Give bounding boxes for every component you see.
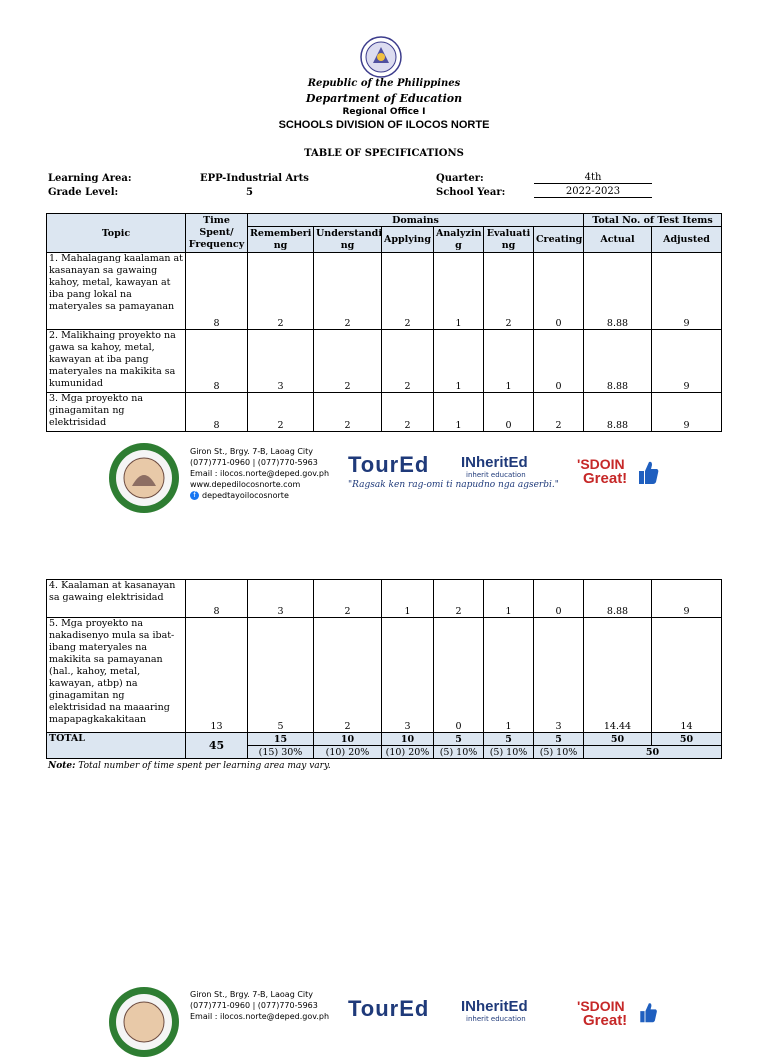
domain-cell: 1 — [434, 253, 484, 330]
percent-total: 50 — [584, 746, 722, 759]
topic-cell: 3. Mga proyekto na ginagamitan ng elektrisidad — [47, 393, 186, 432]
inherited-logo: INheritEd — [461, 454, 528, 471]
adjusted-cell: 14 — [652, 618, 722, 733]
quarter-label: Quarter: — [436, 173, 484, 184]
regional-office: Regional Office I — [342, 107, 426, 117]
domain-cell: 1 — [434, 393, 484, 432]
total-items-header: Total No. of Test Items — [584, 214, 722, 227]
actual-cell: 14.44 — [584, 618, 652, 733]
footer-website[interactable]: www.depedilocosnorte.com — [190, 480, 301, 489]
domain-remembering: Rememberi ng — [248, 227, 314, 253]
time-cell: 8 — [186, 580, 248, 618]
sdoin-logo: 'SDOIN — [577, 456, 625, 472]
domain-cell: 0 — [434, 618, 484, 733]
topic-cell: 5. Mga proyekto na nakadisenyo mula sa ibat-ibang materyales na makikita sa pamayanan (hal., kahoy, metal, kawayan, atbp) na ginagamitan ng elektrisidad na maaaring mapapagkakakitaan — [47, 618, 186, 733]
sdoin-logo: 'SDOIN — [577, 998, 625, 1014]
total-row — [47, 733, 722, 746]
republic-line: Republic of the Philippines — [307, 78, 461, 89]
thumbs-up-icon — [636, 458, 660, 486]
table-row — [47, 330, 722, 393]
inherited-logo: INheritEd — [461, 998, 528, 1015]
domain-cell: 2 — [382, 393, 434, 432]
division-seal — [108, 442, 180, 514]
actual-cell: 8.88 — [584, 393, 652, 432]
domain-cell: 2 — [314, 580, 382, 618]
adjusted-header: Adjusted — [652, 227, 722, 253]
footer-facebook[interactable]: depedtayoilocosnorte — [202, 491, 289, 500]
time-cell: 8 — [186, 330, 248, 393]
percent-cell: (5) 10% — [534, 746, 584, 759]
percent-cell: (15) 30% — [248, 746, 314, 759]
actual-cell: 8.88 — [584, 330, 652, 393]
total-adjusted: 50 — [652, 733, 722, 746]
total-domain: 15 — [248, 733, 314, 746]
domain-cell: 3 — [248, 580, 314, 618]
domain-cell: 2 — [382, 330, 434, 393]
footer-contact-2 — [190, 989, 329, 1022]
adjusted-cell: 9 — [652, 580, 722, 618]
footer-phone: (077)771-0960 | (077)770-5963 — [190, 1001, 318, 1010]
total-domain: 10 — [382, 733, 434, 746]
note — [48, 761, 331, 771]
domain-cell: 1 — [382, 580, 434, 618]
table-row — [47, 393, 722, 432]
footer-address: Giron St., Brgy. 7-B, Laoag City — [190, 990, 314, 999]
time-header: Time Spent/ Frequency — [186, 214, 248, 253]
document-title: TABLE OF SPECIFICATIONS — [304, 148, 464, 159]
school-year-value: 2022-2023 — [534, 186, 652, 198]
deped-seal — [360, 36, 402, 78]
school-year-label: School Year: — [436, 187, 506, 198]
footer-phone: (077)771-0960 | (077)770-5963 — [190, 458, 318, 467]
thumbs-up-icon — [636, 1000, 660, 1024]
actual-cell: 8.88 — [584, 253, 652, 330]
domains-header: Domains — [248, 214, 584, 227]
domain-cell: 1 — [484, 330, 534, 393]
domain-cell: 2 — [248, 393, 314, 432]
footer-slogan: "Ragsak ken rag-omi ti napudno nga agserbi." — [348, 480, 559, 490]
domain-cell: 2 — [382, 253, 434, 330]
percent-cell: (5) 10% — [434, 746, 484, 759]
domain-cell: 3 — [248, 330, 314, 393]
domain-cell: 1 — [484, 580, 534, 618]
note-text: Total number of time spent per learning area may vary. — [75, 761, 331, 771]
adjusted-cell: 9 — [652, 393, 722, 432]
domain-creating: Creating — [534, 227, 584, 253]
topic-cell: 1. Mahalagang kaalaman at kasanayan sa gawaing kahoy, metal, kawayan at iba pang lokal na materyales sa pamayanan — [47, 253, 186, 330]
time-cell: 13 — [186, 618, 248, 733]
department-line: Department of Education — [305, 92, 463, 105]
domain-cell: 2 — [434, 580, 484, 618]
domain-cell: 2 — [314, 330, 382, 393]
domain-cell: 1 — [484, 618, 534, 733]
footer-contact — [190, 446, 329, 501]
total-label: TOTAL — [47, 733, 186, 759]
total-actual: 50 — [584, 733, 652, 746]
adjusted-cell: 9 — [652, 253, 722, 330]
domain-applying: Applying — [382, 227, 434, 253]
table-row — [47, 580, 722, 618]
domain-cell: 2 — [314, 253, 382, 330]
domain-cell: 2 — [534, 393, 584, 432]
domain-cell: 2 — [314, 618, 382, 733]
domain-cell: 3 — [534, 618, 584, 733]
actual-header: Actual — [584, 227, 652, 253]
domain-evaluating: Evaluati ng — [484, 227, 534, 253]
domain-cell: 0 — [534, 253, 584, 330]
domain-cell: 0 — [534, 580, 584, 618]
grade-level-label: Grade Level: — [48, 187, 119, 198]
specifications-table-continued — [46, 579, 722, 759]
topic-cell: 2. Malikhaing proyekto na gawa sa kahoy, metal, kawayan at iba pang materyales na makikita sa kumunidad — [47, 330, 186, 393]
actual-cell: 8.88 — [584, 580, 652, 618]
learning-area-value: EPP-Industrial Arts — [200, 173, 309, 184]
footer-email: Email : ilocos.norte@deped.gov.ph — [190, 469, 330, 478]
facebook-icon: f — [190, 491, 199, 500]
table-row — [47, 618, 722, 733]
total-domain: 5 — [484, 733, 534, 746]
inherited-sub: inherit education — [466, 471, 526, 479]
great-logo: Great! — [583, 1012, 628, 1029]
time-cell: 8 — [186, 253, 248, 330]
domain-cell: 0 — [534, 330, 584, 393]
toured-logo: TourEd — [348, 996, 430, 1021]
time-cell: 8 — [186, 393, 248, 432]
topic-header: Topic — [47, 214, 186, 253]
specifications-table — [46, 213, 722, 432]
note-label: Note: — [48, 761, 76, 771]
domain-cell: 5 — [248, 618, 314, 733]
footer-email: Email : ilocos.norte@deped.gov.ph — [190, 1012, 330, 1021]
adjusted-cell: 9 — [652, 330, 722, 393]
learning-area-label: Learning Area: — [48, 173, 132, 184]
domain-cell: 2 — [484, 253, 534, 330]
inherited-sub: inherit education — [466, 1015, 526, 1023]
domain-cell: 3 — [382, 618, 434, 733]
topic-cell: 4. Kaalaman at kasanayan sa gawaing elektrisidad — [47, 580, 186, 618]
total-domain: 5 — [434, 733, 484, 746]
percent-cell: (10) 20% — [314, 746, 382, 759]
division-seal — [108, 986, 180, 1058]
domain-understanding: Understandi ng — [314, 227, 382, 253]
total-domain: 10 — [314, 733, 382, 746]
domain-cell: 0 — [484, 393, 534, 432]
domain-cell: 2 — [248, 253, 314, 330]
great-logo: Great! — [583, 470, 628, 487]
table-row — [47, 253, 722, 330]
toured-logo: TourEd — [348, 452, 430, 477]
total-domain: 5 — [534, 733, 584, 746]
domain-cell: 1 — [434, 330, 484, 393]
domain-analyzing: Analyzin g — [434, 227, 484, 253]
footer-address: Giron St., Brgy. 7-B, Laoag City — [190, 447, 314, 456]
domain-cell: 2 — [314, 393, 382, 432]
grade-level-value: 5 — [246, 187, 253, 198]
quarter-value: 4th — [534, 172, 652, 184]
percent-cell: (10) 20% — [382, 746, 434, 759]
total-time: 45 — [186, 733, 248, 759]
percent-cell: (5) 10% — [484, 746, 534, 759]
division-name: SCHOOLS DIVISION OF ILOCOS NORTE — [278, 119, 490, 131]
